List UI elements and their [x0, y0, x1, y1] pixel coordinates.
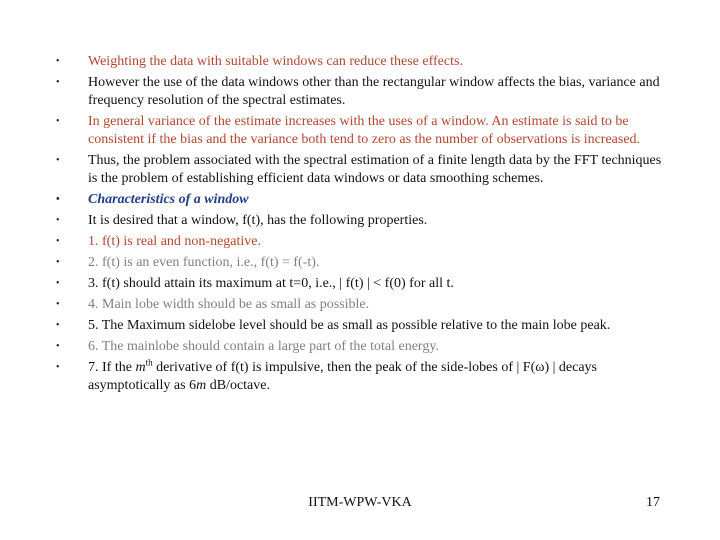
footer-text: IITM-WPW-VKA — [308, 495, 412, 510]
superscript: th — [145, 357, 153, 368]
bullet-icon: • — [56, 341, 60, 352]
bullet-icon: • — [56, 320, 60, 331]
math-variable: m — [196, 378, 207, 393]
item-text: 6. The mainlobe should contain a large part of the total energy. — [88, 339, 439, 354]
list-item — [56, 212, 666, 230]
bullet-icon: • — [56, 257, 60, 268]
bullet-icon: • — [56, 56, 60, 67]
item-text: 5. The Maximum sidelobe level should be as small as possible relative to the main lobe peak. — [88, 318, 611, 333]
bullet-icon: • — [56, 194, 60, 205]
item-text-part: dB/octave. — [206, 378, 270, 393]
item-text: Thus, the problem associated with the spectral estimation of a finite length data by the FFT techniques is the problem of establishing efficient data windows or data smoothing schemes. — [88, 153, 662, 186]
list-item — [56, 317, 666, 335]
bullet-icon: • — [56, 278, 60, 289]
list-item — [56, 53, 666, 71]
item-text-part: derivative of f(t) is impulsive, then the peak of the side-lobes of | F(ω) | decays asymptotically as 6 — [88, 360, 597, 393]
item-text: It is desired that a window, f(t), has the following properties. — [88, 213, 428, 228]
bullet-icon: • — [56, 215, 60, 226]
list-item — [56, 338, 666, 356]
item-text: 2. f(t) is an even function, i.e., f(t) = f(-t). — [88, 255, 320, 270]
list-item — [56, 74, 666, 110]
bullet-icon: • — [56, 116, 60, 127]
item-text: In general variance of the estimate increases with the uses of a window. An estimate is said to be consistent if the bias and the variance both tend to zero as the number of observations is increased. — [88, 114, 641, 147]
item-text: 3. f(t) should attain its maximum at t=0, i.e., | f(t) | < f(0) for all t. — [88, 276, 454, 291]
list-item — [56, 296, 666, 314]
item-text: However the use of the data windows other than the rectangular window affects the bias, variance and frequency resolution of the spectral estimates. — [88, 75, 660, 108]
bullet-icon: • — [56, 362, 60, 373]
item-text-part: 7. If the — [88, 360, 136, 375]
page-number: 17 — [646, 495, 660, 510]
bullet-icon: • — [56, 299, 60, 310]
section-heading-item — [56, 191, 666, 209]
bullet-icon: • — [56, 155, 60, 166]
slide-content-list — [56, 53, 666, 398]
bullet-icon: • — [56, 236, 60, 247]
list-item — [56, 359, 666, 395]
item-text: 4. Main lobe width should be as small as possible. — [88, 297, 370, 312]
item-text: 1. f(t) is real and non-negative. — [88, 234, 261, 249]
item-text — [88, 357, 597, 393]
math-variable: m — [135, 360, 146, 375]
list-item — [56, 233, 666, 251]
list-item — [56, 254, 666, 272]
list-item — [56, 275, 666, 293]
list-item — [56, 152, 666, 188]
list-item — [56, 113, 666, 149]
bullet-icon: • — [56, 77, 60, 88]
item-text: Weighting the data with suitable windows can reduce these effects. — [88, 54, 463, 69]
section-heading: Characteristics of a window — [88, 192, 249, 207]
